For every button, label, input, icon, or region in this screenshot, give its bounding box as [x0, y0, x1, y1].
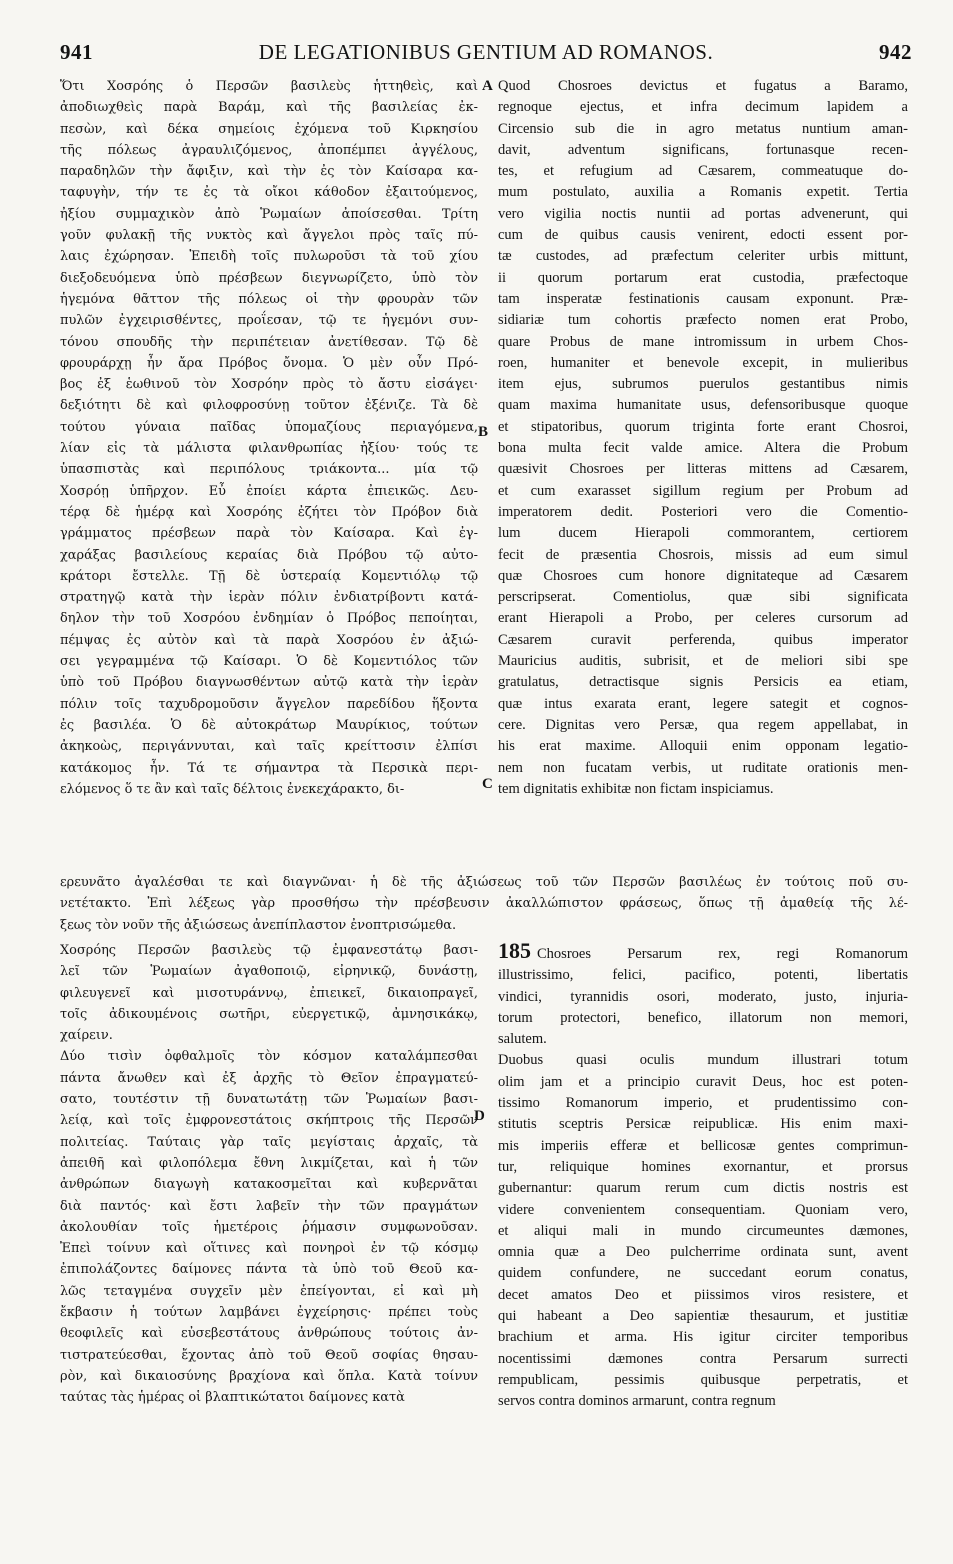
- text-line: Duobus quasi oculis mundum illustrari totum: [498, 1052, 908, 1069]
- latin-column-top: [498, 76, 908, 800]
- text-line: bona multa fecit valde amice. Altera die Probum: [498, 440, 908, 457]
- text-line: κράτορι ἔστελλε. Τῇ δὲ ὑστεραίᾳ Κομεντιόλῳ τῷ: [60, 568, 478, 584]
- text-line: τόνου σπουδῆς τὴν περιπέτειαν ἀνετίθεσαν. Τῷ δὲ: [60, 334, 478, 350]
- latin-letter-heading: Chosroes Persarum rex, regi Romanorum: [537, 946, 908, 962]
- text-line: brachium et arma. His igitur circiter temporibus: [498, 1329, 908, 1346]
- text-line: ἀποδιωχθεὶς παρὰ Βαράμ, καὶ τῆς βασιλείας ἐκ-: [60, 100, 478, 116]
- text-line: διὰ παντός· καὶ ἔστι λαβεῖν τὴν τῶν πραγμάτων: [60, 1198, 478, 1214]
- text-line: λῶς τεταγμένα συγχεῖν μὲν ἐπείγονται, εἰ καὶ μὴ: [60, 1283, 478, 1299]
- text-line: quæ Chosroes cum honore dignitateque ad Cæsarem: [498, 567, 908, 584]
- text-line: ερευνᾶτο ἀγαλέσθαι τε καὶ διαγνῶναι· ἡ δὲ τῆς ἀξιώσεως τοῦ τῶν Περσῶν βασιλέως ἐν τούτοις ποῦ συ-: [60, 875, 908, 890]
- text-line: ταφυγὴν, τήν τε ἐς τὰ οἴκοι κάθοδον ἐξαιτούμενος,: [60, 185, 478, 201]
- text-line: regnoque ejectus, et infra decimum lapidem a: [498, 99, 908, 116]
- text-line: olim jam et a principio curavit Deus, hoc est poten-: [498, 1073, 908, 1090]
- text-line: γράμματος πρέσβεων παρὰ τὸν Καίσαρα. Καὶ ἐγ-: [60, 526, 478, 542]
- greek-full-width-paragraph: [60, 872, 908, 936]
- margin-marker-d: D: [474, 1108, 485, 1124]
- text-line: λαις ἐχώρησαν. Ἐπειδὴ τοῖς πυλωροῦσι τὰ τοῦ χίου: [60, 249, 478, 265]
- page-number-left: 941: [60, 40, 93, 64]
- text-line: sidiariæ tum cohortis præfecto nomen erat Probo,: [498, 312, 908, 329]
- text-line: τούτου γύναια παῖδας ὑπομαζίους περιαγόμενα,: [60, 419, 478, 435]
- text-line: ἠξίου συμμαχικὸν ἀπὸ Ῥωμαίων ἀποίσεσθαι. Τρίτη: [60, 206, 478, 222]
- text-line: Ὅτι Χοσρόης ὁ Περσῶν βασιλεὺς ἡττηθεὶς, καὶ: [60, 79, 478, 94]
- text-line: stitutis sceptris Persicæ reipublicæ. His enim maxi-: [498, 1116, 908, 1133]
- text-line: ἀκολουθίαν τοῖς ἡμετέροις ῥήμασιν συμφωνοῦσαν.: [60, 1219, 478, 1235]
- text-line: τοῖς ἀδικουμένοις σωτῆρι, εὐεργετικῷ, ἀμνησικάκῳ,: [60, 1006, 478, 1022]
- text-line: quare Probus de mane intromissum in urbem Chos-: [498, 333, 908, 350]
- text-line: πυλῶν ἐγχειρισθέντες, προΐεσαν, τῷ τε ἡγεμόνι συν-: [60, 313, 478, 329]
- latin-letter-first-line: [498, 940, 908, 965]
- text-line: πάντα ἄνωθεν καὶ ἐξ ἀρχῆς τὸ Θεῖον ἐπραγματεύ-: [60, 1070, 478, 1086]
- text-line: torum protectori, benefico, illatorum non memori,: [498, 1009, 908, 1026]
- text-line: σατο, τουτέστιν τῇ δυνατωτάτῃ τῶν Ῥωμαίων βασι-: [60, 1092, 478, 1108]
- text-line: lum ducem Hierapoli commorantem, certiorem: [498, 525, 908, 542]
- page-header: [60, 40, 912, 66]
- text-line: Cæsarem curavit perferenda, quibus imperator: [498, 631, 908, 648]
- text-line: perscripserat. Comentiolus, quæ sibi significata: [498, 589, 908, 606]
- running-title: DE LEGATIONIBUS GENTIUM AD ROMANOS.: [258, 40, 714, 64]
- text-line: σει γεγραμμένα τῷ Καίσαρι. Ὁ δὲ Κομεντιόλος τῶν: [60, 654, 478, 670]
- text-line: Χοσρόῃ ὑπῆρχον. Εὖ ἐποίει κάρτα ἐπιεικῶς. Δευ-: [60, 483, 478, 499]
- text-line: ἡγεμόνα θᾶττον τῆς πόλεως οἱ τὴν φρουρὰν τῶν: [60, 291, 478, 307]
- text-line: tæ custodes, ad præfectum celeriter urbis mittunt,: [498, 248, 908, 265]
- text-line: πόλιν τοῖς ταχυδρομοῦσιν ἄγγελον παρεδίδου ἥξοντα: [60, 696, 478, 712]
- text-line: davit, adventum significans, fortunasque recen-: [498, 141, 908, 158]
- text-line: ἔκβασιν ἡ τούτων λαμβάνει ἐγχείρησις· πρέπει τοὺς: [60, 1305, 478, 1321]
- text-line: λείᾳ, καὶ τοῖς ἐμφρονεστάτοις σκήπτροις τῆς Περσῶν: [60, 1113, 478, 1129]
- text-line: gubernantur: quarum rerum cum dictis nostris est: [498, 1180, 908, 1197]
- latin-column-letter: [498, 940, 908, 1413]
- text-line: tam insperatæ festinationis causam exponunt. Præ-: [498, 290, 908, 307]
- text-line: vero vigilia noctis nuntii ad portas advenerunt, qui: [498, 205, 908, 222]
- text-line: θεοφιλεῖς καὶ εὐσεβεστάτους ἀνθρώπους τούτοις ἀν-: [60, 1326, 478, 1342]
- text-line: ἀπειθῆ καὶ φιλοπόλεμα ἔθνη λικμίζεται, καὶ ἡ τῶν: [60, 1155, 478, 1171]
- text-line: tur, reliquique homines exornantur, et prorsus: [498, 1158, 908, 1175]
- text-line: et aliqui mali in mundo circumeuntes dæmones,: [498, 1222, 908, 1239]
- text-line: Χοσρόης Περσῶν βασιλεὺς τῷ ἐμφανεστάτῳ βασι-: [60, 943, 478, 958]
- text-line: τιστρατεύεσθαι, ἔχοντας ἀπὸ τοῦ Θεοῦ σοφίας θησαυ-: [60, 1347, 478, 1363]
- text-line: salutem.: [498, 1031, 547, 1048]
- text-line: quæsivit Chosroes per litteras mittens ad Cæsarem,: [498, 461, 908, 478]
- text-line: ελόμενος ὅ τε ἂν καὶ ταῖς δέλτοις ἐνεκεχάρακτο, δι-: [60, 781, 405, 797]
- text-line: ὑπὸ τοῦ Πρόβου διαγνωσθέντων αὐτῷ κατὰ τὴν ἱερὰν: [60, 675, 478, 691]
- text-line: ii quorum portarum erat custodia, præfectoque: [498, 269, 908, 286]
- text-line: νετέτακτο. Ἐπὶ λέξεως γὰρ προσθήσω τὴν πρέσβευσιν ἀκαλλώπιστον φράσεως, ὅπως τῇ ἀμαθείᾳ τῆς λέ-: [60, 896, 908, 912]
- text-line: illustrissimo, felici, pacifico, potenti, libertatis: [498, 967, 908, 984]
- text-line: nocentissimi dæmones contra Persarum surrecti: [498, 1350, 908, 1367]
- text-line: λεῖ τῶν Ῥωμαίων ἀγαθοποιῷ, εἰρηνικῷ, δυνάστῃ,: [60, 964, 478, 980]
- text-line: vindici, tyrannidis osori, moderato, justo, injuria-: [498, 988, 908, 1005]
- text-line: tem dignitatis exhibitæ non fictam inspiciamus.: [498, 780, 774, 797]
- text-line: φιλευγενεῖ καὶ μισοτυράννῳ, ἐπιεικεῖ, δικαιοπραγεῖ,: [60, 985, 478, 1001]
- text-line: τέρᾳ δὲ ἡμέρᾳ καὶ Χοσρόης ἐζήτει τὸν Πρόβον διὰ: [60, 504, 478, 520]
- text-line: ὑπασπιστὰς καὶ περιπόλους τριάκοντα... μία τῷ: [60, 462, 478, 478]
- text-line: decet amatos Deo et piissimos viros resistere, et: [498, 1286, 908, 1303]
- text-line: χαράξας βασιλείους κεραίας διὰ Πρόβου τῷ αὐτο-: [60, 547, 478, 563]
- text-line: cum de quibus causis venirent, edocti essent por-: [498, 227, 908, 244]
- text-line: ἐς βασιλέα. Ὁ δὲ αὐτοκράτωρ Μαυρίκιος, τούτων: [60, 717, 478, 733]
- text-line: διεξοδευόμενα ὑπὸ πρέσβεων διεγνωρίζετο, ὑπὸ τὸν: [60, 270, 478, 286]
- text-line: βος ἐξ ἑωθινοῦ τὸν Χοσρόην πρὸς τὸ ἄστυ εἰσάγει·: [60, 377, 478, 393]
- text-line: γοῦν φυλακῇ τῆς νυκτὸς καὶ ἄγγελοι πρὸς ταῖς πύ-: [60, 228, 478, 244]
- text-line: tissimo Romanorum imperio, et prudentissimo con-: [498, 1095, 908, 1112]
- text-line: ἐπιπολάζοντες δαίμονες πάντα τὰ ὑπὸ τοῦ Θεοῦ κα-: [60, 1262, 478, 1278]
- text-line: mum postulato, auxilia a Romanis expetit. Tertia: [498, 184, 908, 201]
- text-line: πολιτείας. Ταύταις γὰρ ταῖς μεγίσταις ἀρχαῖς, τὰ: [60, 1134, 478, 1150]
- text-line: quidem confundere, ne succedant eorum conatus,: [498, 1265, 908, 1282]
- text-line: Ἐπεὶ τοίνυν καὶ οἵτινες καὶ πονηροὶ ἐν τῷ κόσμῳ: [60, 1241, 478, 1257]
- text-line: ρὸν, καὶ δικαιοσύνης βραχίονα καὶ ὅπλα. Κατὰ τοίνυν: [60, 1368, 478, 1384]
- text-line: Circensio sub die in agro metatus nuntium aman-: [498, 120, 908, 137]
- text-line: tes, et refugium ad Cæsarem, commeatuque do-: [498, 163, 908, 180]
- text-line: τῆς πόλεως ἀγραυλιζόμενος, ἀποπέμπει ἀγγέλους,: [60, 142, 478, 158]
- text-line: ἀκηκοὼς, περιγάννυται, καὶ ταῖς κρείττοσιν ἐλπίσι: [60, 739, 478, 755]
- text-line: mis imperiis efferæ et bellicosæ gentes comprimun-: [498, 1137, 908, 1154]
- text-line: ταύτας τὰς ἡμέρας οἱ βλαπτικώτατοι δαίμονες κατὰ: [60, 1390, 405, 1406]
- text-line: cere. Dignitas vero Persæ, qua regem appellabat, in: [498, 716, 908, 733]
- greek-column-top: [60, 76, 478, 800]
- greek-column-letter: [60, 940, 478, 1409]
- text-line: roen, humaniter et benevole excepit, in mulieribus: [498, 354, 908, 371]
- text-line: item ejus, subrumos puerulos gestantibus nimis: [498, 376, 908, 393]
- text-line: χαίρειν.: [60, 1028, 113, 1044]
- text-line: Quod Chosroes devictus et fugatus a Baramo,: [498, 78, 908, 94]
- text-line: et cum exarasset sigillum regium per Probum ad: [498, 482, 908, 499]
- text-line: λίαν εἰς τὰ μάλιστα φιλανθρωπίας ἠξίου· τούς τε: [60, 441, 478, 457]
- text-line: quam maxima humanitate usus, defensoribusque quoque: [498, 397, 908, 414]
- text-line: πέμψας ἐς αὐτὸν καὶ τὰ παρὰ Χοσρόου ἐν ἀξιώ-: [60, 632, 478, 648]
- text-line: quæ intus exarata erant, legere sategit et cognos-: [498, 695, 908, 712]
- text-line: servos contra dominos armarunt, contra regnum: [498, 1393, 776, 1410]
- text-line: nem non fucatam verbis, ut ruditate orationis men-: [498, 759, 908, 776]
- text-line: his erat maxime. Alloquii enim opponam legatio-: [498, 738, 908, 755]
- fragment-number: 185: [498, 940, 531, 963]
- text-line: videre convenientem consequentiam. Quoniam vero,: [498, 1201, 908, 1218]
- text-line: στρατηγῷ κατὰ τὴν ἱερὰν πόλιν ἐνδιατρίβοντι κατά-: [60, 590, 478, 606]
- text-line: δεξιότητι δὲ καὶ φιλοφροσύνῃ τοῦτον ἐξένιζε. Τὰ δὲ: [60, 398, 478, 414]
- margin-marker-a: A: [482, 78, 493, 94]
- text-line: gratulatus, detractisque signis Persicis ea etiam,: [498, 674, 908, 691]
- text-line: et stipatoribus, quorum triginta forte erant Chosroi,: [498, 418, 908, 435]
- text-line: πεσὼν, καὶ δέκα σημείοις ἐχόμενα τοῦ Κιρκησίου: [60, 121, 478, 137]
- text-line: Δύο τισὶν ὀφθαλμοῖς τὸν κόσμον καταλάμπεσθαι: [60, 1049, 478, 1065]
- text-line: Mauricius auditis, subrisit, et de meliori sibi spe: [498, 653, 908, 670]
- text-line: omnia quæ a Deo pulcherrime ordinata sunt, avent: [498, 1244, 908, 1261]
- text-line: ἀνθρώπων διαγωγὴ κατακοσμεῖται καὶ κυβερνᾶται: [60, 1177, 478, 1193]
- text-line: παραδηλῶν τὴν ἄφιξιν, καὶ τὴν ἐς τὸν Καίσαρα κα-: [60, 164, 478, 180]
- text-line: κατάκομος ἦν. Τά τε σήμαντρα τὰ Περσικὰ περι-: [60, 760, 478, 776]
- text-line: rempublicam, pessimis quibusque perpetratis, et: [498, 1371, 908, 1388]
- page-number-right: 942: [879, 40, 912, 64]
- margin-marker-b: B: [478, 424, 489, 440]
- text-line: ξεως τὸν νοῦν τῆς ἀξιώσεως ἀνεπίπλαστον ἐνοπτρισώμεθα.: [60, 917, 457, 933]
- text-line: fecit de præsentia Chosrois, missis ad eum simul: [498, 546, 908, 563]
- text-line: erant Hierapoli a Probo, per celeres cursorum ad: [498, 610, 908, 627]
- text-line: δηλον τὴν τοῦ Χοσρόου ἐνδημίαν ὁ Πρόβος πεποίηται,: [60, 611, 478, 627]
- text-line: φρουράρχῃ ἦν ἄρα Πρόβος ὄνομα. Ὁ μὲν οὖν Πρό-: [60, 355, 478, 371]
- margin-marker-c: C: [482, 776, 493, 792]
- text-line: imperatorem dedit. Posteriori vero die Comentio-: [498, 503, 908, 520]
- text-line: qui habeant a Deo sapientiæ thesaurum, et justitiæ: [498, 1308, 908, 1325]
